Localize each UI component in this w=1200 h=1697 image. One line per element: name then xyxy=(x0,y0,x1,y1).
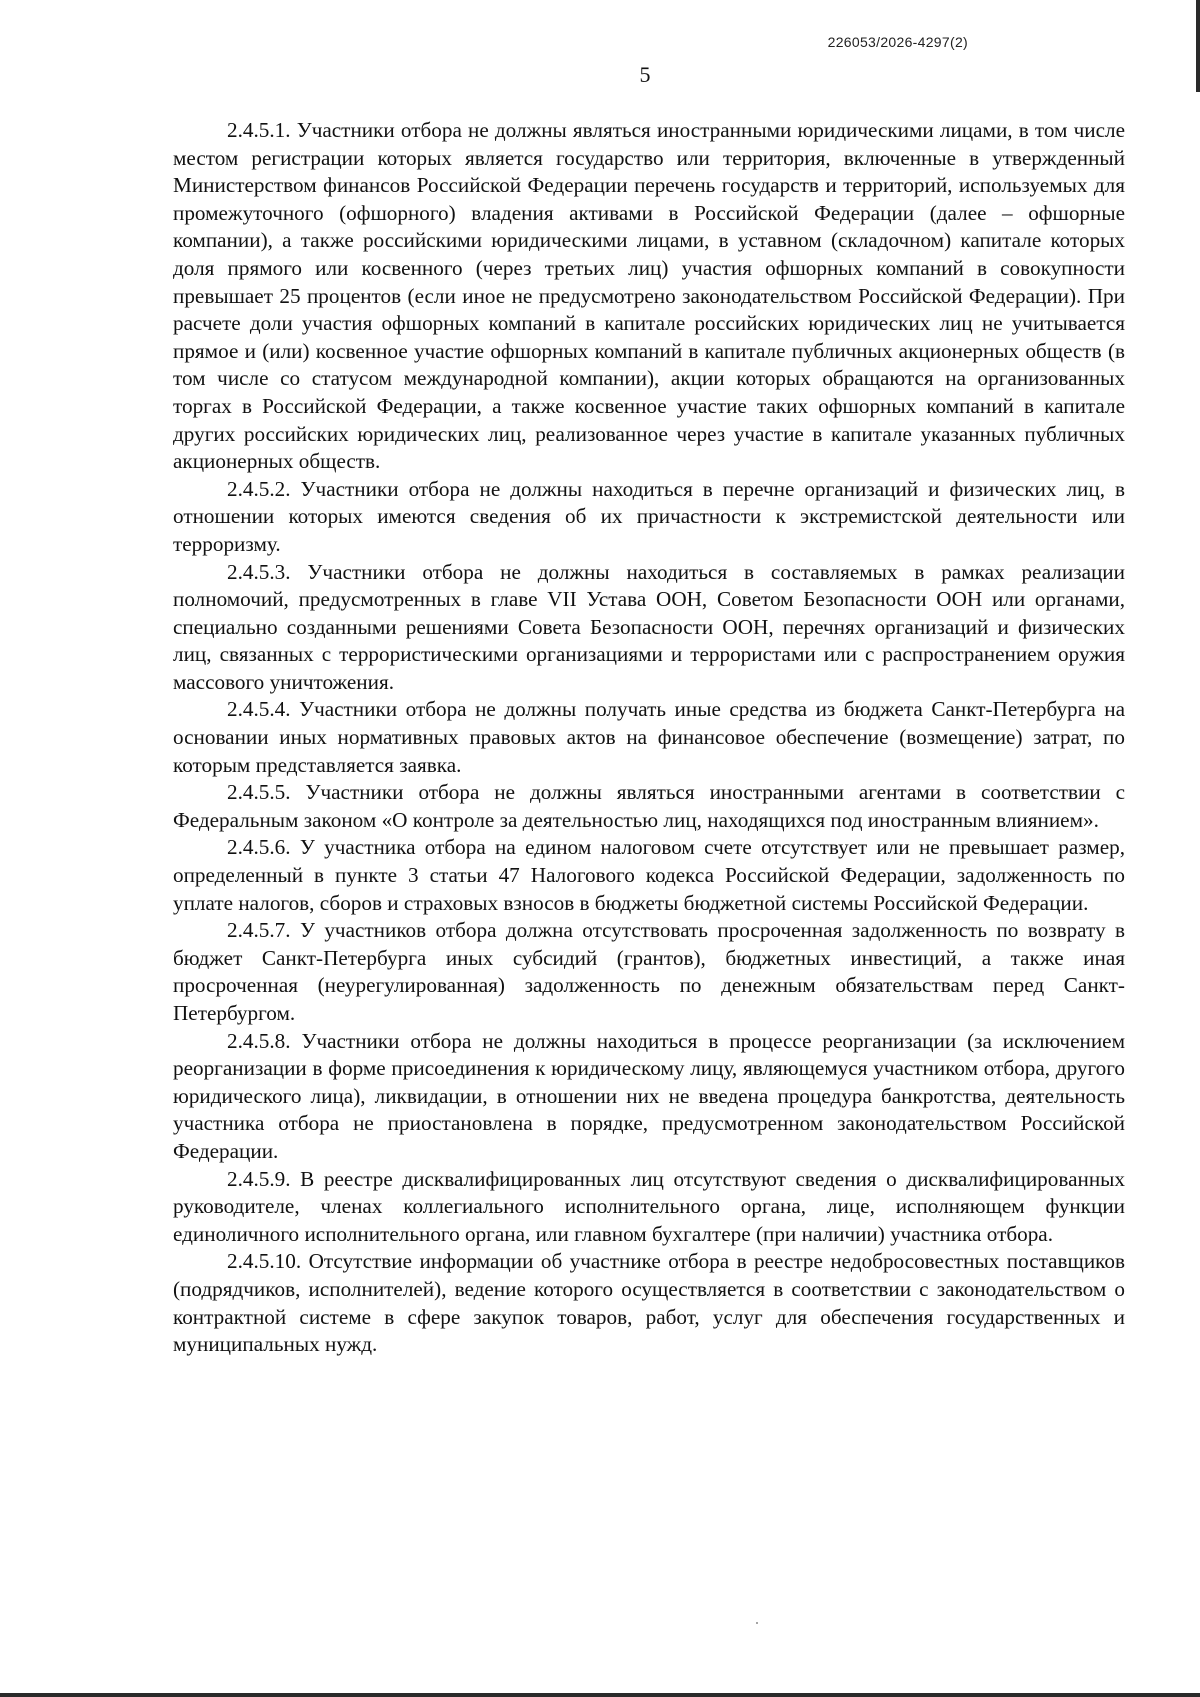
page-number: 5 xyxy=(639,62,651,87)
clause-2-4-5-10: 2.4.5.10. Отсутствие информации об участнике отбора в реестре недобросовестных поставщиков (подрядчиков, исполнителей), ведение которого осуществляется в соответствии с законодательством о контрактной системе в сфере закупок товаров, работ, услуг для обеспечения государственных и муниципальных нужд. xyxy=(173,1249,1125,1357)
clause-2-4-5-1: 2.4.5.1. Участники отбора не должны являться иностранными юридическими лицами, в том числе местом регистрации которых является государство или территория, включенные в утвержденный Министерством финансов Российской Федерации перечень государств и территорий, используемых для промежуточного (офшорного) владения активами в Российской Федерации (далее – офшорные компании), а также российскими юридическими лицами, в уставном (складочном) капитале которых доля прямого или косвенного (через третьих лиц) участия офшорных компаний в совокупности превышает 25 процентов (если иное не предусмотрено законодательством Российской Федерации). При расчете доли участия офшорных компаний в капитале российских юридических лиц не учитывается прямое и (или) косвенное участие офшорных компаний в капитале публичных акционерных обществ (в том числе со статусом международной компании), акции которых обращаются на организованных торгах в Российской Федерации, а также косвенное участие таких офшорных компаний в капитале других российских юридических лиц, реализованное через участие в капитале указанных публичных акционерных обществ. xyxy=(173,118,1125,474)
scan-speck xyxy=(756,1622,758,1624)
clause-2-4-5-7: 2.4.5.7. У участников отбора должна отсутствовать просроченная задолженность по возврату в бюджет Санкт-Петербурга иных субсидий (грантов), бюджетных инвестиций, а также иная просроченная (неурегулированная) задолженность по денежным обязательствам перед Санкт-Петербургом. xyxy=(173,918,1125,1025)
clause-2-4-5-6: 2.4.5.6. У участника отбора на едином налоговом счете отсутствует или не превышает размер, определенный в пункте 3 статьи 47 Налогового кодекса Российской Федерации, задолженность по уплате налогов, сборов и страховых взносов в бюджеты бюджетной системы Российской Федерации. xyxy=(173,835,1125,915)
clause-2-4-5-4: 2.4.5.4. Участники отбора не должны получать иные средства из бюджета Санкт-Петербурга на основании иных нормативных правовых актов на финансовое обеспечение (возмещение) затрат, по которым представляется заявка. xyxy=(173,697,1125,777)
clause-2-4-5-8: 2.4.5.8. Участники отбора не должны находиться в процессе реорганизации (за исключением реорганизации в форме присоединения к юридическому лицу, являющемуся участником отбора, другого юридического лица), ликвидации, в отношении них не введена процедура банкротства, деятельность участника отбора не приостановлена в порядке, предусмотренном законодательством Российской Федерации. xyxy=(173,1028,1125,1163)
clause-2-4-5-5: 2.4.5.5. Участники отбора не должны являться иностранными агентами в соответствии с Федеральным законом «О контроле за деятельностью лиц, находящихся под иностранным влиянием». xyxy=(173,780,1125,832)
scan-edge-bottom xyxy=(0,1693,1200,1697)
clause-2-4-5-9: 2.4.5.9. В реестре дисквалифицированных лиц отсутствуют сведения о дисквалифицированных руководителе, членах коллегиального исполнительного органа, лице, исполняющем функции единоличного исполнительного органа, или главном бухгалтере (при наличии) участника отбора. xyxy=(173,1166,1125,1246)
document-body xyxy=(173,117,1125,1359)
document-registration-number: 226053/2026-4297(2) xyxy=(827,34,968,50)
clause-2-4-5-2: 2.4.5.2. Участники отбора не должны находиться в перечне организаций и физических лиц, в отношении которых имеются сведения об их причастности к экстремистской деятельности или терроризму. xyxy=(173,476,1125,556)
clause-2-4-5-3: 2.4.5.3. Участники отбора не должны находиться в составляемых в рамках реализации полномочий, предусмотренных в главе VII Устава ООН, Советом Безопасности ООН или органами, специально созданными решениями Совета Безопасности ООН, перечнях организаций и физических лиц, связанных с террористическими организациями и террористами или с распространением оружия массового уничтожения. xyxy=(173,559,1125,694)
